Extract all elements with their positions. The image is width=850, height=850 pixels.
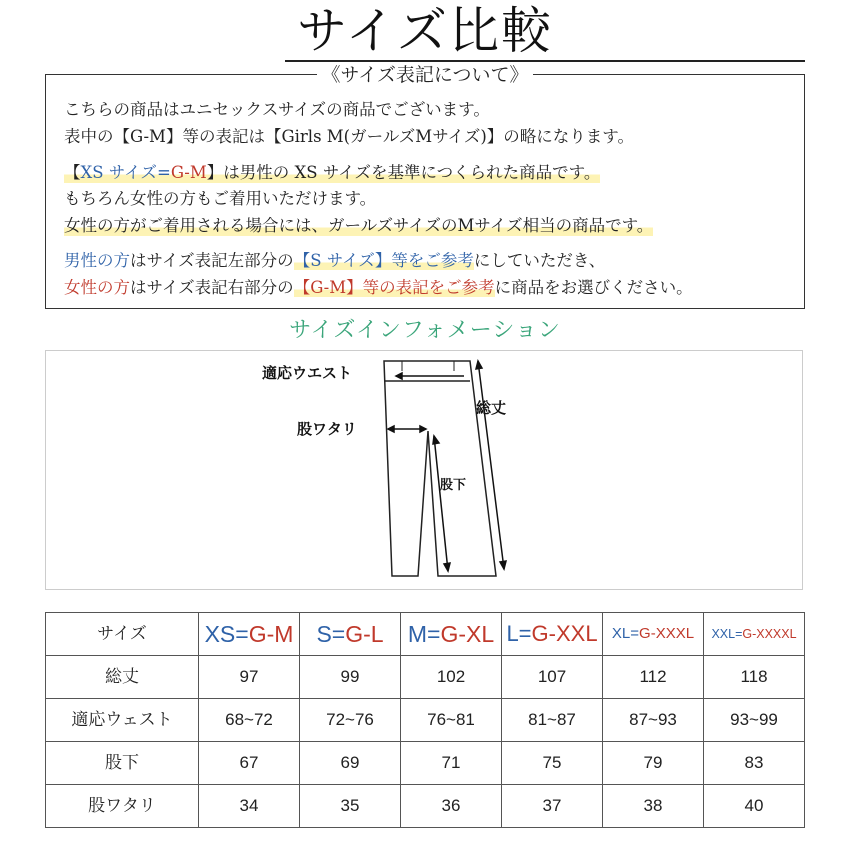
notice-line: 表中の【G-M】等の表記は【Girls M(ガールズMサイズ)】の略になります。 — [64, 127, 634, 146]
cell-value: 40 — [704, 785, 805, 828]
row-label: 総丈 — [46, 656, 199, 699]
notice-line: 女性の方がご着用される場合には、ガールズサイズのMサイズ相当の商品です。 — [64, 216, 654, 235]
label-waist: 適応ウエスト — [262, 364, 353, 382]
cell-value: 69 — [300, 742, 401, 785]
label-length: 総丈 — [476, 399, 507, 417]
cell-value: 35 — [300, 785, 401, 828]
cell-value: 97 — [199, 656, 300, 699]
cell-value: 37 — [502, 785, 603, 828]
table-row — [46, 656, 805, 699]
cell-value: 76~81 — [401, 699, 502, 742]
size-info-title: サイズインフォメーション — [289, 318, 561, 343]
size-col: S=G-L — [300, 613, 401, 656]
row-label: 股ワタリ — [46, 785, 199, 828]
label-thigh: 股ワタリ — [297, 420, 357, 438]
size-col: M=G-XL — [401, 613, 502, 656]
cell-value: 79 — [603, 742, 704, 785]
size-table — [45, 612, 805, 828]
notice-line: 女性の方はサイズ表記右部分の【G-M】等の表記をご参考に商品をお選びください。 — [64, 278, 693, 297]
cell-value: 102 — [401, 656, 502, 699]
cell-value: 83 — [704, 742, 805, 785]
cell-value: 72~76 — [300, 699, 401, 742]
cell-value: 36 — [401, 785, 502, 828]
table-row — [46, 742, 805, 785]
size-col: XL=G-XXXL — [603, 613, 704, 656]
size-col: XXL=G-XXXXL — [704, 613, 805, 656]
row-label: 適応ウェスト — [46, 699, 199, 742]
cell-value: 38 — [603, 785, 704, 828]
pants-illustration — [46, 351, 804, 591]
cell-value: 71 — [401, 742, 502, 785]
size-notice-box — [45, 64, 805, 309]
row-label: 股下 — [46, 742, 199, 785]
notice-line: こちらの商品はユニセックスサイズの商品でございます。 — [64, 100, 490, 119]
table-header-row — [46, 613, 805, 656]
cell-value: 68~72 — [199, 699, 300, 742]
size-col: L=G-XXL — [502, 613, 603, 656]
cell-value: 107 — [502, 656, 603, 699]
notice-line: もちろん女性の方もご着用いただけます。 — [64, 189, 377, 208]
table-row — [46, 785, 805, 828]
table-row — [46, 699, 805, 742]
pants-diagram — [45, 350, 803, 590]
cell-value: 118 — [704, 656, 805, 699]
header-size-label: サイズ — [46, 613, 199, 656]
notice-line: 男性の方はサイズ表記左部分の【S サイズ】等をご参考にしていただき、 — [64, 251, 606, 270]
cell-value: 99 — [300, 656, 401, 699]
cell-value: 75 — [502, 742, 603, 785]
label-inseam: 股下 — [440, 478, 467, 493]
title-underline — [285, 60, 805, 62]
cell-value: 87~93 — [603, 699, 704, 742]
notice-line: 【XS サイズ=G-M】は男性の XS サイズを基準につくられた商品です。 — [64, 163, 601, 182]
cell-value: 67 — [199, 742, 300, 785]
cell-value: 34 — [199, 785, 300, 828]
cell-value: 112 — [603, 656, 704, 699]
notice-heading: 《サイズ表記について》 — [317, 64, 532, 86]
page-title: サイズ比較 — [297, 2, 553, 60]
cell-value: 81~87 — [502, 699, 603, 742]
size-col: XS=G-M — [199, 613, 300, 656]
cell-value: 93~99 — [704, 699, 805, 742]
